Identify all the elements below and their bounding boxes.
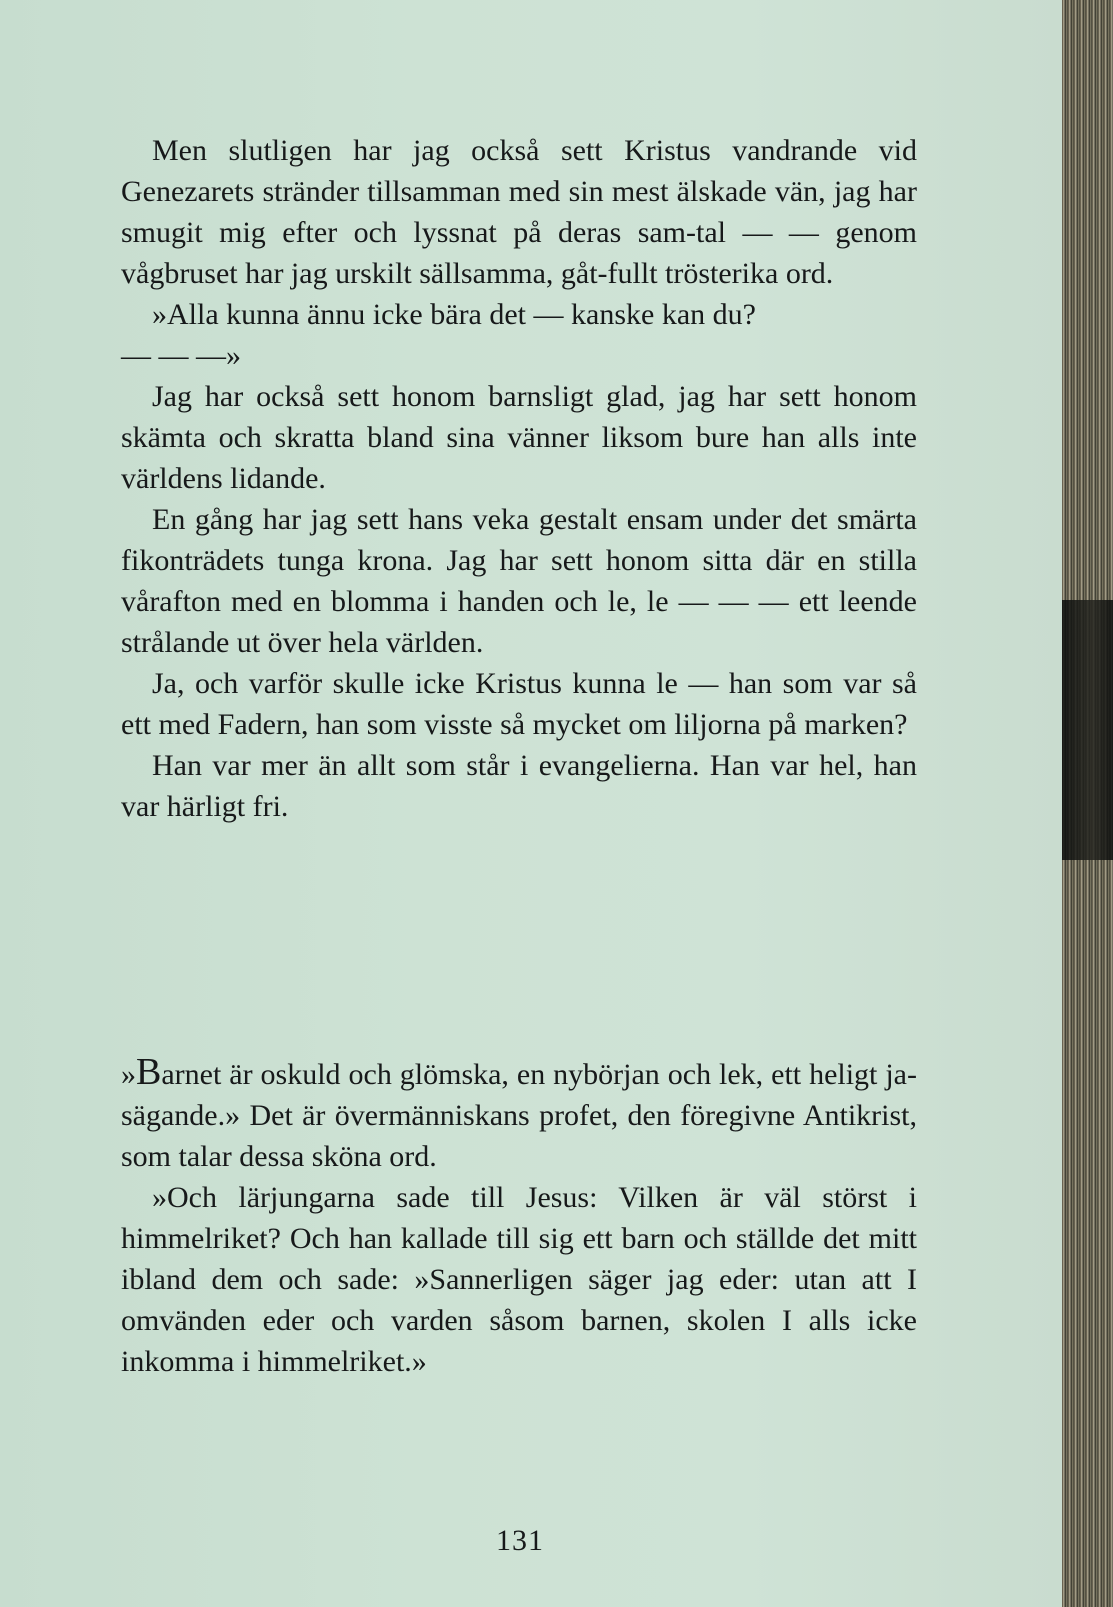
paragraph: En gång har jag sett hans veka gestalt ensam under det smärta fikonträdets tunga krona. Jag har sett honom sitta där en stilla vårafton med en blomma i handen och le, le — — — ett leende strålande ut över hela världen. bbox=[121, 503, 917, 659]
paragraph: Han var mer än allt som står i evangelierna. Han var hel, han var härligt fri. bbox=[121, 749, 917, 823]
paragraph-quote: »Och lärjungarna sade till Jesus: Vilken är väl störst i himmelriket? Och han kallade till sig ett barn och ställde det mitt ibland dem och sade: »Sannerligen säger jag eder: utan att I omvänden eder och varden såsom barnen, skolen I alls icke inkomma i himmelriket.» bbox=[121, 1181, 917, 1378]
paragraph: Ja, och varför skulle icke Kristus kunna le — han som var så ett med Fadern, han som visste så mycket om liljorna på marken? bbox=[121, 667, 917, 741]
text-block-upper bbox=[121, 130, 917, 827]
paragraph-text: arnet är oskuld och glömska, en nybörjan och lek, ett heligt ja-sägande.» Det är övermänniskans profet, den föregivne Antikrist, som talar dessa sköna ord. bbox=[121, 1058, 917, 1173]
book-page-edge bbox=[1062, 0, 1113, 1607]
paragraph-opening bbox=[121, 1052, 917, 1177]
initial-letter: B bbox=[136, 1051, 162, 1093]
paragraph-quote: »Alla kunna ännu icke bära det — kanske kan du? bbox=[152, 298, 756, 331]
opening-quote-mark: » bbox=[121, 1058, 136, 1091]
paragraph: Men slutligen har jag också sett Kristus vandrande vid Genezarets stränder tillsamman med sin mest älskade vän, jag har smugit mig efter och lyssnat på deras sam-tal — — genom vågbruset har jag urskilt sällsamma, gåt-fullt trösterika ord. bbox=[121, 134, 917, 290]
text-block-lower bbox=[121, 1052, 917, 1382]
page-number: 131 bbox=[496, 1524, 544, 1557]
paragraph-dashes: — — —» bbox=[121, 339, 241, 372]
paragraph: Jag har också sett honom barnsligt glad, jag har sett honom skämta och skratta bland sina vänner liksom bure han alls inte världens lidande. bbox=[121, 380, 917, 495]
